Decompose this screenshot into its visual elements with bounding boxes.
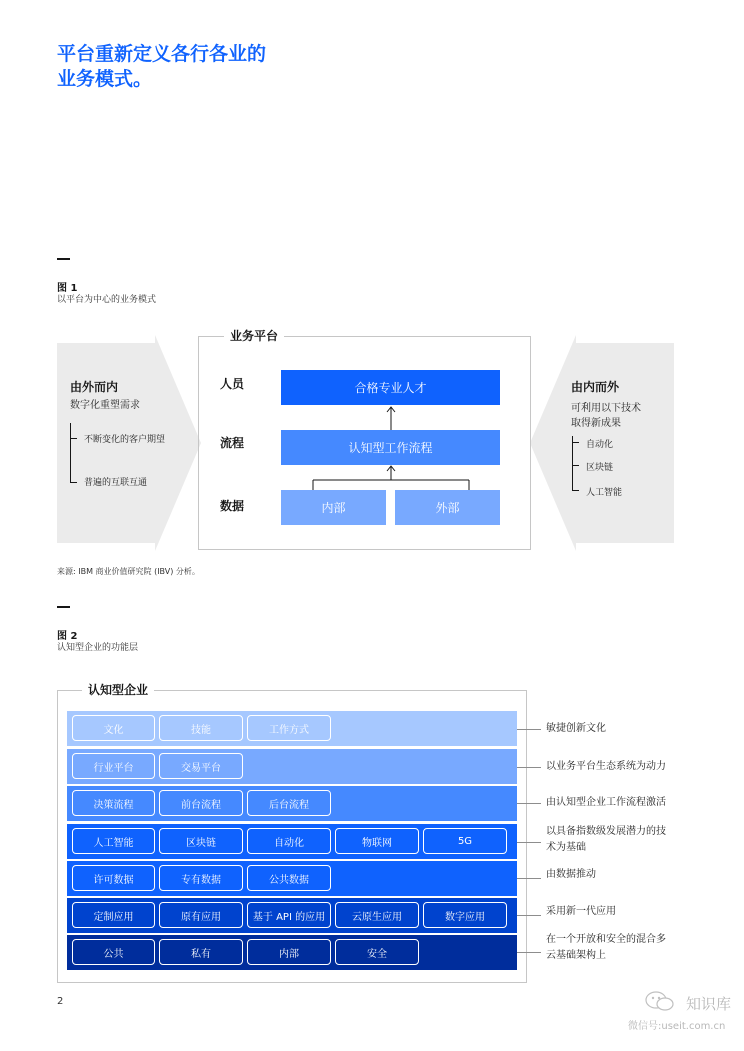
right-title: 由内而外 — [571, 380, 620, 394]
figure-2-divider — [57, 606, 70, 608]
pill: 后台流程 — [247, 790, 331, 816]
pill: 原有应用 — [159, 902, 243, 928]
layer-note-line-1: 以具备指数级发展潜力的技 — [546, 826, 666, 837]
watermark-account: 微信号:useit.com.cn — [628, 1021, 726, 1032]
pill: 公共 — [72, 939, 155, 965]
pill: 私有 — [159, 939, 243, 965]
note-connector — [517, 803, 541, 804]
note-connector — [517, 842, 541, 843]
page-number: 2 — [57, 996, 64, 1007]
pill: 公共数据 — [247, 865, 331, 891]
row-label-people: 人员 — [220, 377, 245, 391]
platform-arrows — [281, 405, 501, 491]
talent-bar: 合格专业人才 — [281, 370, 500, 405]
right-bullet-1: 自动化 — [586, 440, 614, 450]
left-title: 由外而内 — [70, 380, 119, 394]
right-tick-2 — [572, 465, 579, 466]
figure-1-label: 图 1 — [57, 283, 78, 294]
layer-note: 由认知型企业工作流程激活 — [546, 797, 666, 808]
pill: 决策流程 — [72, 790, 155, 816]
layer-data — [67, 861, 517, 896]
left-tick-2 — [70, 482, 77, 483]
pill: 定制应用 — [72, 902, 155, 928]
layer-note — [546, 932, 706, 964]
right-tick-1 — [572, 442, 579, 443]
title-line-1: 平台重新定义各行各业的 — [57, 43, 267, 65]
left-subtitle: 数字化重塑需求 — [70, 400, 140, 411]
layer-note-line-1: 在一个开放和安全的混合多 — [546, 934, 666, 945]
note-connector — [517, 729, 541, 730]
pill: 云原生应用 — [335, 902, 419, 928]
layer-applications — [67, 898, 517, 933]
workflow-bar: 认知型工作流程 — [281, 430, 500, 465]
right-bullet-2: 区块链 — [586, 463, 614, 473]
layer-note: 以业务平台生态系统为动力 — [546, 761, 666, 772]
pill: 数字应用 — [423, 902, 507, 928]
row-label-process: 流程 — [220, 436, 245, 450]
row-label-data: 数据 — [220, 499, 245, 513]
business-platform-title: 业务平台 — [224, 327, 284, 344]
layer-note — [546, 824, 706, 856]
layer-note: 敏捷创新文化 — [546, 723, 606, 734]
right-subtitle-1: 可利用以下技术 — [571, 403, 641, 414]
left-tick-1 — [70, 438, 77, 439]
wechat-icon — [645, 990, 675, 1012]
figure-2-caption: 认知型企业的功能层 — [57, 643, 139, 653]
right-tick-3 — [572, 490, 579, 491]
layer-culture — [67, 711, 517, 746]
pill: 自动化 — [247, 828, 331, 854]
pill: 物联网 — [335, 828, 419, 854]
layer-note-line-2: 术为基础 — [546, 842, 586, 853]
layer-infrastructure — [67, 935, 517, 970]
figure-2-label: 图 2 — [57, 631, 78, 642]
pill: 基于 API 的应用 — [247, 902, 331, 928]
note-connector — [517, 952, 541, 953]
pill: 5G — [423, 828, 507, 854]
layer-platforms — [67, 749, 517, 784]
right-subtitle-2: 取得新成果 — [571, 418, 621, 429]
pill: 区块链 — [159, 828, 243, 854]
watermark-brand: 知识库 — [686, 995, 732, 1013]
cognitive-enterprise-title: 认知型企业 — [82, 681, 154, 698]
layer-note-line-2: 云基础架构上 — [546, 950, 606, 961]
internal-bar: 内部 — [281, 490, 386, 525]
note-connector — [517, 915, 541, 916]
pill: 交易平台 — [159, 753, 243, 779]
layer-note: 由数据推动 — [546, 869, 596, 880]
pill: 内部 — [247, 939, 331, 965]
pill: 专有数据 — [159, 865, 243, 891]
figure-1-caption: 以平台为中心的业务模式 — [57, 295, 157, 305]
page-title — [57, 42, 377, 92]
figure-1-divider — [57, 258, 70, 260]
left-bullet-1: 不断变化的客户期望 — [84, 435, 166, 445]
note-connector — [517, 767, 541, 768]
pill: 工作方式 — [247, 715, 331, 741]
pill: 安全 — [335, 939, 419, 965]
pill: 前台流程 — [159, 790, 243, 816]
external-bar: 外部 — [395, 490, 500, 525]
right-bracket-line — [572, 436, 573, 491]
figure-1-source: 来源: IBM 商业价值研究院 (IBV) 分析。 — [57, 567, 200, 576]
title-line-2: 业务模式。 — [57, 68, 153, 90]
pill: 许可数据 — [72, 865, 155, 891]
left-bracket-line — [70, 423, 71, 483]
pill: 人工智能 — [72, 828, 155, 854]
right-bullet-3: 人工智能 — [586, 488, 623, 498]
note-connector — [517, 878, 541, 879]
layer-note: 采用新一代应用 — [546, 906, 616, 917]
pill: 技能 — [159, 715, 243, 741]
layer-technologies — [67, 824, 517, 859]
layer-workflows — [67, 786, 517, 821]
pill: 文化 — [72, 715, 155, 741]
pill: 行业平台 — [72, 753, 155, 779]
left-bullet-2: 普遍的互联互通 — [84, 478, 148, 488]
